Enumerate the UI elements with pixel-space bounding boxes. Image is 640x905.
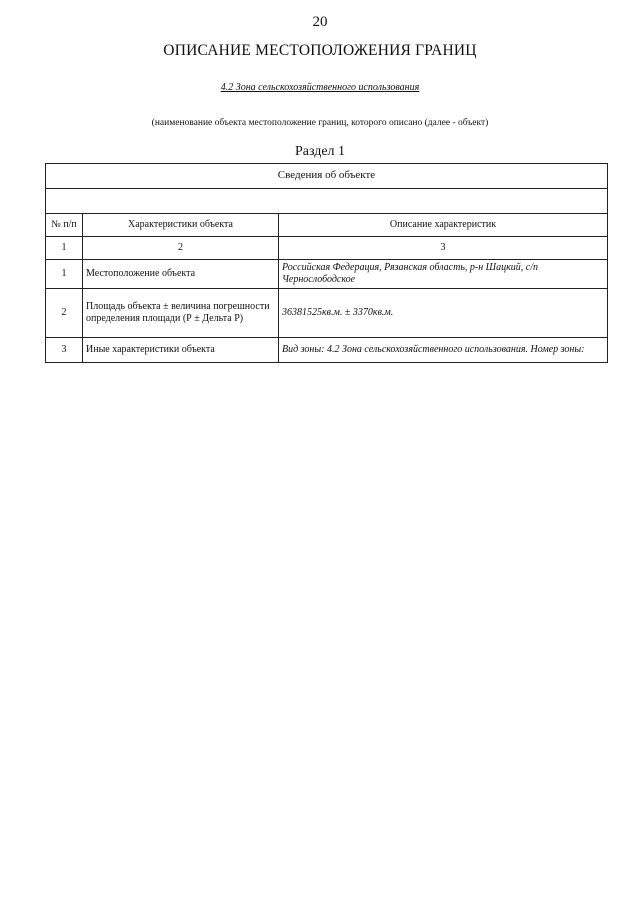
row-characteristic: Площадь объекта ± величина погрешности определения площади (Р ± Дельта Р) [83, 289, 279, 338]
row-description: Российская Федерация, Рязанская область, р-н Шацкий, с/п Чернослободское [279, 260, 608, 289]
section-title: Раздел 1 [294, 144, 346, 159]
table-header: Сведения об объекте [46, 164, 608, 189]
object-name-caption: (наименование объекта местоположение границ, которого описано (далее - объект) [151, 118, 489, 128]
table-header-row [46, 164, 608, 189]
object-name [0, 82, 640, 93]
column-header-number: № п/п [46, 214, 83, 237]
column-number-3: 3 [279, 237, 608, 260]
object-info-table [45, 163, 608, 363]
object-name-text: 4.2 Зона сельскохозяйственного использования [220, 82, 420, 93]
table-row [46, 338, 608, 363]
column-header-row [46, 214, 608, 237]
column-number-row [46, 237, 608, 260]
row-number: 3 [46, 338, 83, 363]
table-blank-row [46, 189, 608, 214]
table-blank-cell [46, 189, 608, 214]
row-number: 2 [46, 289, 83, 338]
column-header-description: Описание характеристик [279, 214, 608, 237]
column-header-characteristic: Характеристики объекта [83, 214, 279, 237]
table-row [46, 289, 608, 338]
row-characteristic: Иные характеристики объекта [83, 338, 279, 363]
page-number: 20 [312, 14, 328, 30]
row-number: 1 [46, 260, 83, 289]
column-number-2: 2 [83, 237, 279, 260]
row-characteristic: Местоположение объекта [83, 260, 279, 289]
document-title: ОПИСАНИЕ МЕСТОПОЛОЖЕНИЯ ГРАНИЦ [163, 42, 477, 59]
column-number-1: 1 [46, 237, 83, 260]
row-description: 36381525кв.м. ± 3370кв.м. [279, 289, 608, 338]
row-description: Вид зоны: 4.2 Зона сельскохозяйственного использования. Номер зоны: [279, 338, 608, 363]
table-row [46, 260, 608, 289]
